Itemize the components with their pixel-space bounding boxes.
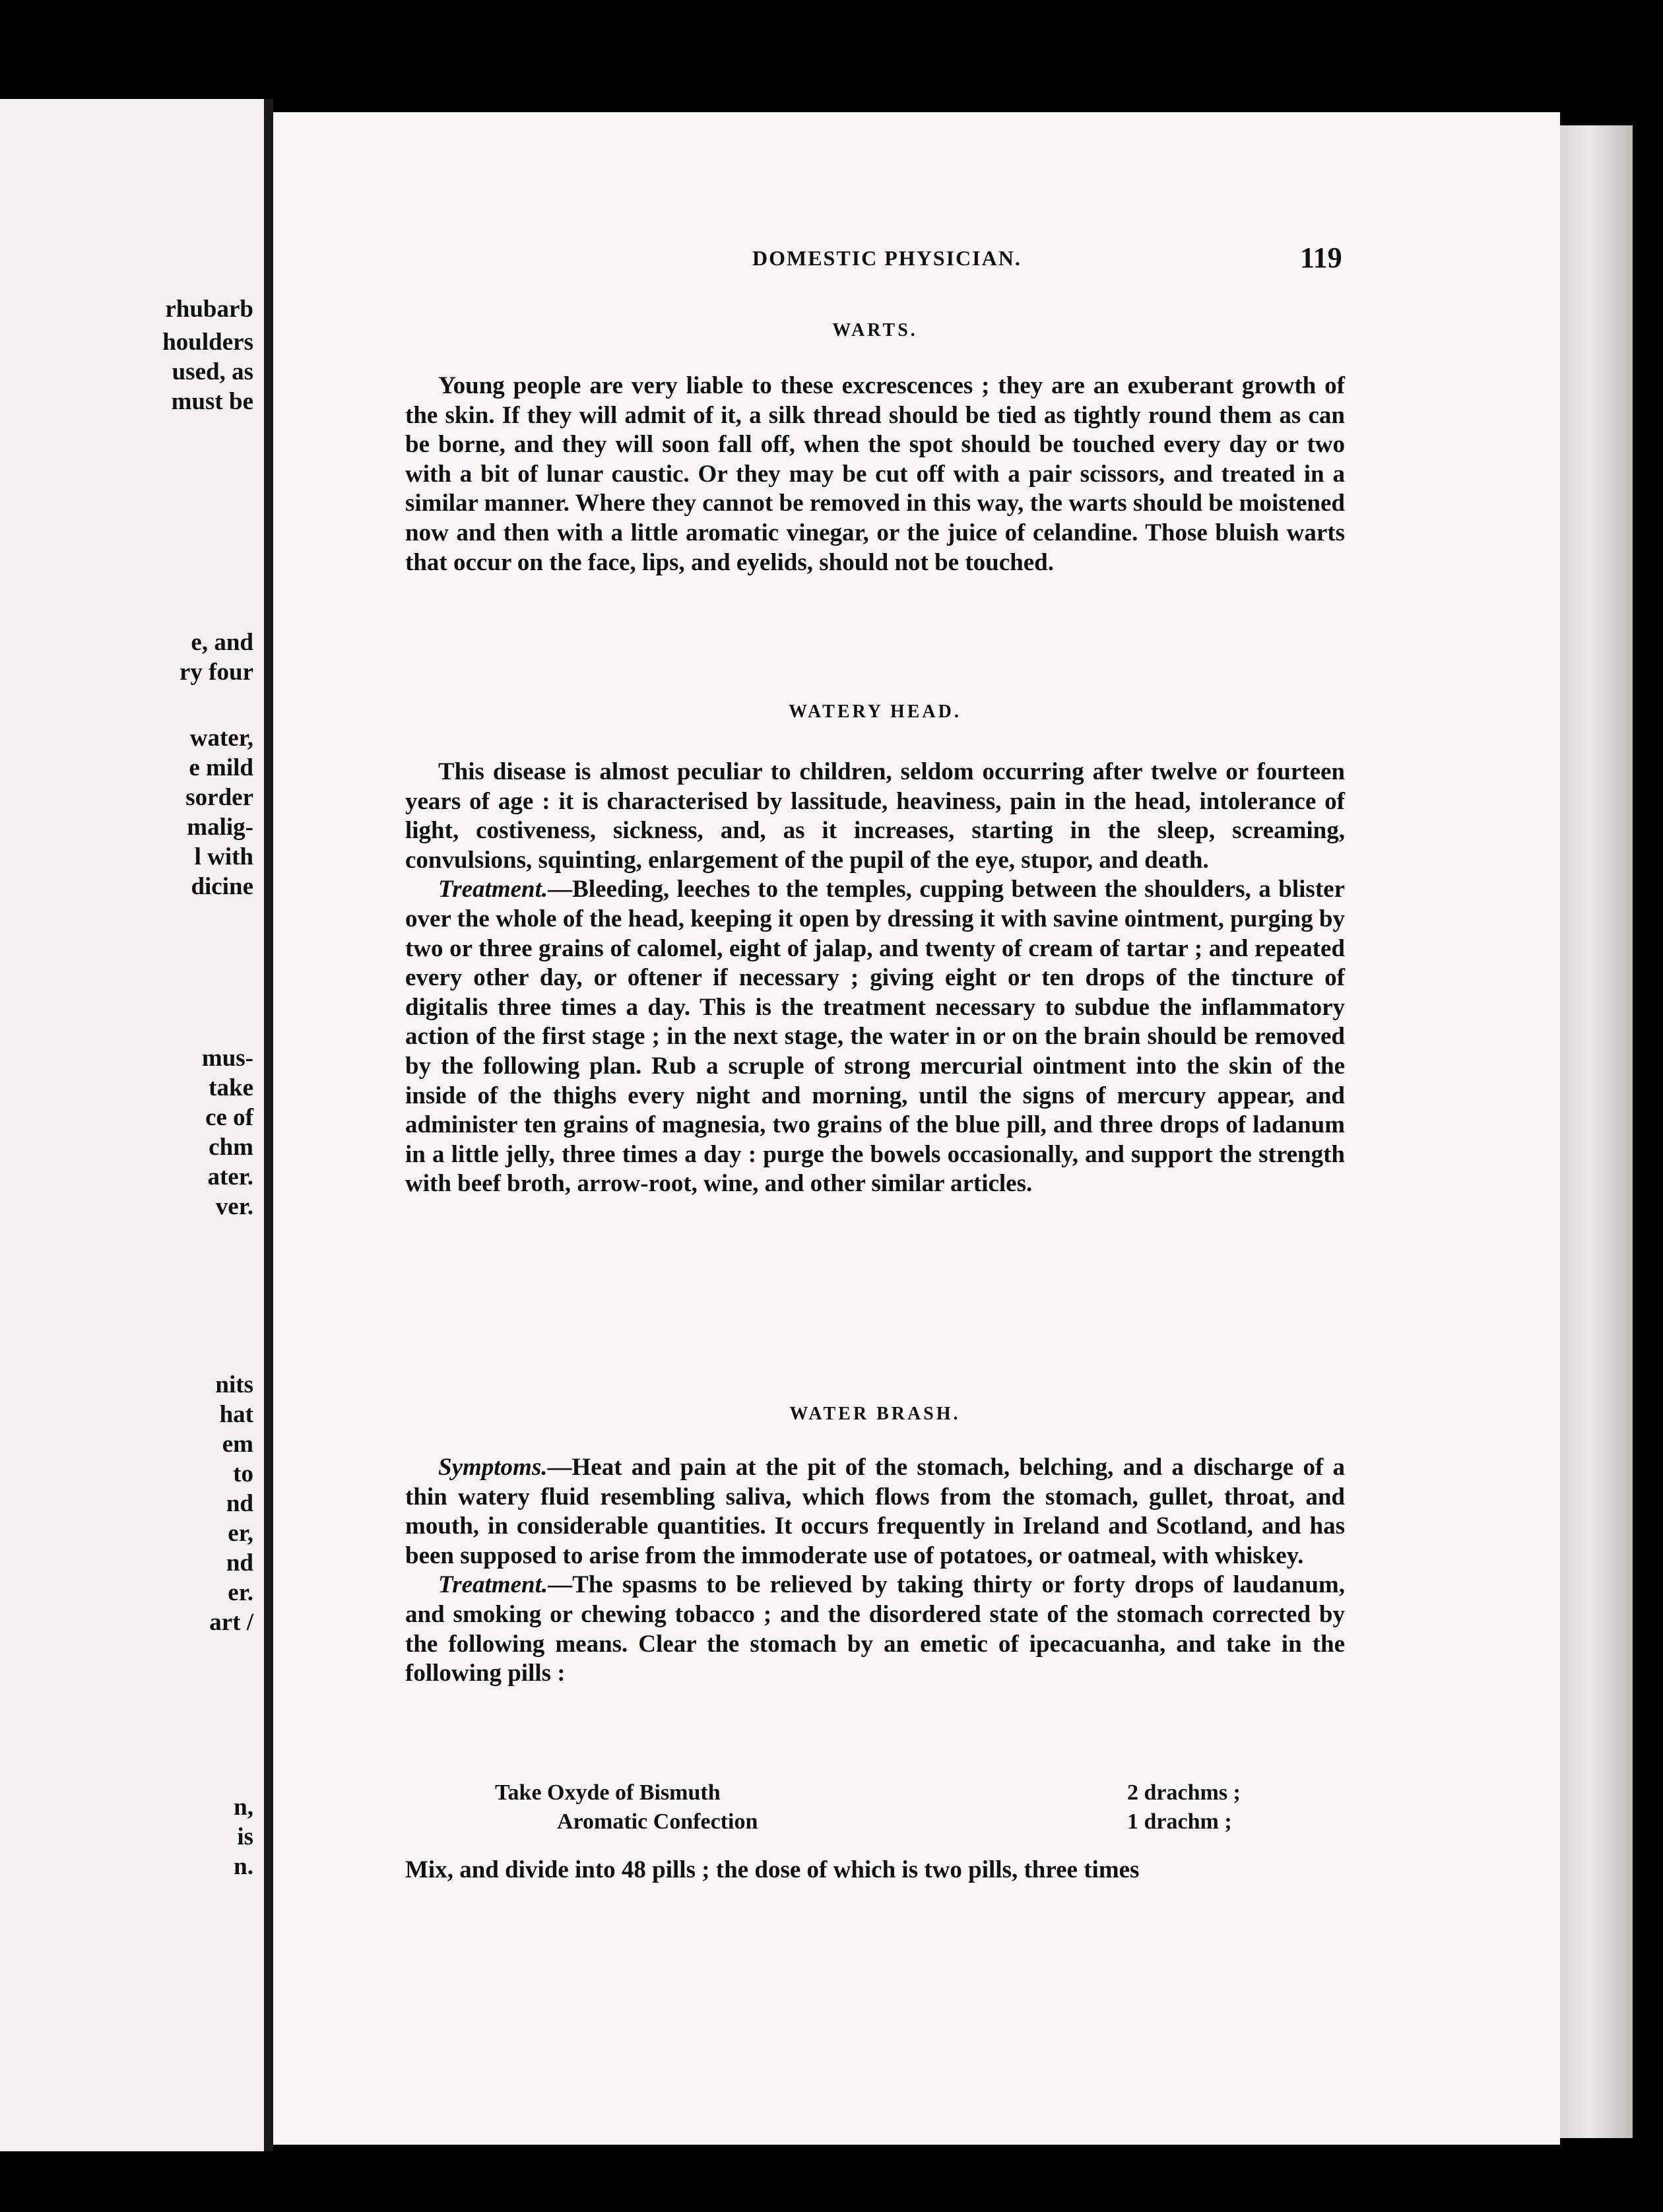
previous-page-text-fragment: take	[209, 1074, 253, 1101]
page-number: 119	[1300, 242, 1342, 274]
treatment-text: —The spasms to be relieved by taking thirty or forty drops of laudanum, and smoking or chewing tobacco ; and the disordered state of the stomach corrected by the following means. Clear the stomach by an emetic of ipecacuanha, and take in the following pills :	[405, 1571, 1345, 1687]
previous-page-text-fragment: water,	[189, 725, 253, 752]
previous-page-text-fragment: used, as	[172, 358, 253, 385]
previous-page-text-fragment: art /	[209, 1609, 253, 1636]
water-brash-body	[405, 1453, 1345, 1689]
section-heading-warts: WARTS.	[832, 320, 918, 341]
previous-page-text-fragment: e, and	[191, 629, 253, 656]
book-gutter	[264, 99, 273, 2151]
treatment-label: Treatment.	[438, 1571, 548, 1599]
page-edge	[1560, 125, 1633, 2138]
previous-page-text-fragment: n,	[234, 1794, 253, 1821]
previous-page-text-fragment: chm	[209, 1134, 253, 1161]
watery-head-paragraph: This disease is almost peculiar to children, seldom occurring after twelve or fourteen years of age : it is characterised by lassitude, heaviness, pain in the head, intolerance of light, costiveness, sickness, and, as it increases, starting in the sleep, screaming, convulsions, squinting, enlargement of the pupil of the eye, stupor, and death.	[405, 758, 1345, 874]
previous-page-text-fragment: to	[233, 1460, 253, 1487]
previous-page-text-fragment: er,	[228, 1520, 253, 1547]
previous-page-text-fragment: ver.	[215, 1193, 253, 1220]
previous-page-text-fragment: dicine	[191, 873, 253, 900]
treatment-text: —Bleeding, leeches to the temples, cupping between the shoulders, a blister over the whole of the head, keeping it open by dressing it with savine ointment, purging by two or three grains of calomel, eight of jalap, and twenty of cream of tartar ; and repeated every other day, or oftener if necessary ; giving eight or ten drops of the tincture of digitalis three times a day. This is the treatment necessary to subdue the inflammatory action of the first stage ; in the next stage, the water in or on the brain should be removed by the following plan. Rub a scruple of strong mercurial ointment into the skin of the inside of the thighs every night and morning, until the signs of mercury appear, and administer ten grains of magnesia, two grains of the blue pill, and three drops of ladanum in a little jelly, three times a day : purge the bowels occasionally, and support the strength with beef broth, arrow-root, wine, and other similar articles.	[405, 876, 1345, 1198]
ingredient-quantity: 2 drachms ;	[1127, 1780, 1241, 1805]
previous-page-text-fragment: houlders	[162, 329, 253, 356]
ingredient-name: Take Oxyde of Bismuth	[495, 1780, 721, 1805]
ingredient-name: Aromatic Confection	[557, 1809, 758, 1834]
previous-page-text-fragment: sorder	[185, 784, 253, 811]
previous-page-text-fragment: em	[222, 1431, 253, 1458]
previous-page-text-fragment: nits	[215, 1371, 253, 1398]
warts-body	[405, 372, 1345, 577]
ingredient-quantity: 1 drachm ;	[1127, 1809, 1232, 1834]
treatment-label: Treatment.	[438, 876, 548, 903]
previous-page-text-fragment: n.	[234, 1853, 253, 1880]
symptoms-label: Symptoms.	[438, 1454, 548, 1481]
symptoms-text: —Heat and pain at the pit of the stomach, belching, and a discharge of a thin watery fluid resembling saliva, which flows from the stomach, gullet, throat, and mouth, in considerable quantities. It occurs frequently in Ireland and Scotland, and has been supposed to arise from the immoderate use of potatoes, or oatmeal, with whiskey.	[405, 1454, 1345, 1569]
previous-page-text-fragment: er.	[228, 1579, 253, 1606]
previous-page-text-fragment: must be	[171, 388, 253, 415]
previous-page-text-fragment: ater.	[207, 1163, 253, 1190]
prescription-row	[405, 1807, 1345, 1837]
prescription-row	[405, 1778, 1345, 1807]
watery-head-body	[405, 758, 1345, 1199]
previous-page-text-fragment: l with	[194, 843, 253, 870]
running-header: DOMESTIC PHYSICIAN.	[752, 246, 1022, 270]
previous-page-text-fragment: ry four	[179, 659, 253, 686]
previous-page-text-fragment: rhubarb	[165, 296, 253, 323]
section-heading-water-brash: WATER BRASH.	[789, 1404, 961, 1424]
previous-page-text-fragment: nd	[226, 1549, 253, 1577]
closing-line: Mix, and divide into 48 pills ; the dose of which is two pills, three times	[405, 1856, 1140, 1883]
previous-page-text-fragment: nd	[226, 1490, 253, 1517]
water-brash-symptoms	[405, 1453, 1345, 1571]
section-heading-watery-head: WATERY HEAD.	[789, 701, 962, 722]
previous-page-text-fragment: is	[237, 1823, 253, 1850]
watery-head-treatment	[405, 875, 1345, 1199]
warts-paragraph: Young people are very liable to these excrescences ; they are an exuberant growth of the skin. If they will admit of it, a silk thread should be tied as tightly round them as can be borne, and they will soon fall off, when the spot should be touched every day or two with a bit of lunar caustic. Or they may be cut off with a pair scissors, and treated in a similar manner. Where they cannot be removed in this way, the warts should be moistened now and then with a little aromatic vinegar, or the juice of celandine. Those bluish warts that occur on the face, lips, and eyelids, should not be touched.	[405, 372, 1345, 576]
previous-page-text-fragment: hat	[219, 1401, 253, 1428]
previous-page-text-fragment: mus-	[201, 1045, 253, 1072]
previous-page-text-fragment: malig-	[187, 814, 253, 841]
prescription	[405, 1778, 1345, 1837]
water-brash-treatment	[405, 1571, 1345, 1688]
previous-page-text-fragment: ce of	[205, 1104, 253, 1131]
previous-page-text-fragment: e mild	[189, 754, 253, 781]
previous-page	[0, 99, 264, 2151]
